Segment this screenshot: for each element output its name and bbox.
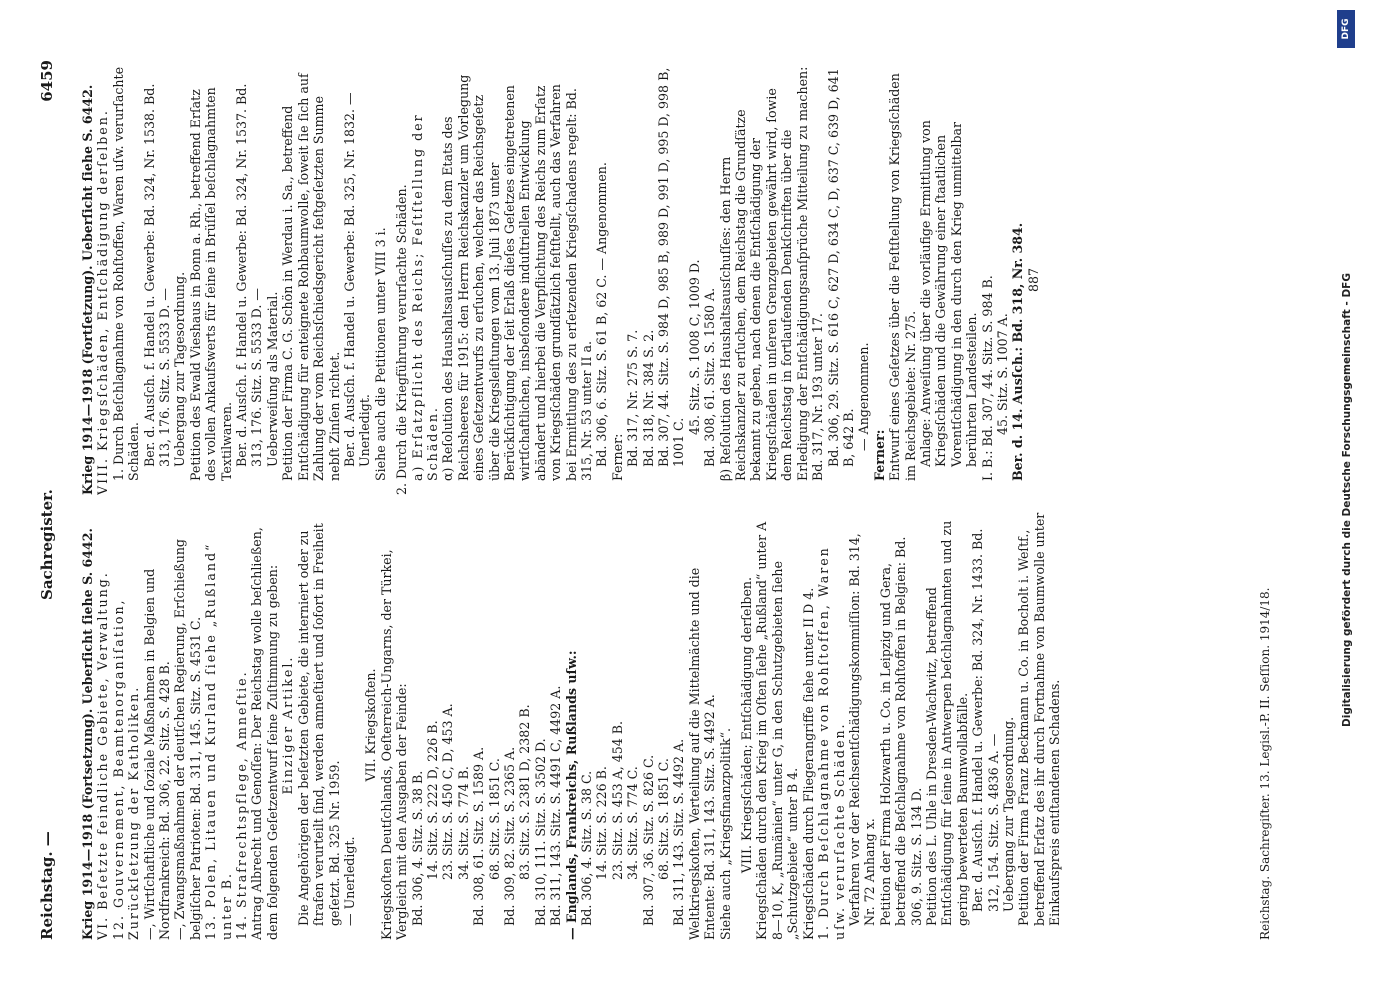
entry: — Englands, Frankreichs, Rußlands uſw.: — [563, 650, 579, 940]
section-heading: VIII. Kriegsſchäden; Entſchädigung derſelben. — [739, 576, 755, 874]
citation: 68. Sitz. S. 1851 C. — [486, 758, 502, 880]
citation: Bd. 306, 29. Sitz. S. 616 C, 627 D, 634 C, D, 637 C, 639 D, 641 B, 642 B. — [825, 68, 856, 467]
entry: Petition der Firma C. G. Schön in Werdau i. Sa., betreffend Entſchädigung für enteignete Rohbaumwolle, ſoweit ſie ſich auf Zahlung der vom Reichsſchiedsgericht feſtgeſetzten Summe nebſt Zinſen richtet. — [280, 73, 342, 481]
citation: 34. Sitz. S. 774 C. — [625, 766, 641, 880]
entry: α) Reſolution des Haushaltsausſchuſſes zu dem Etats des Reichsheeres für 1915: den Herrn Reichskanzler um Vorlegung eines Geſetzentwurfs zu erſuchen, welcher das Reichsgeſetz über die Kriegsleiſtungen vom 13. Juli 1873 unter Berückſichtigung der ſeit Erlaß dieſes Geſetzes eingetretenen wirtſchaftlichen, insbeſondere induſtriellen Entwicklung abändert und hierbei die Verpflichtung des Reichs zum Erſatz von Kriegsſchäden grundſätzlich feſtſtellt, auch das Verfahren bei Ermittlung des zu erſetzenden Kriegsſchadens regelt: Bd. 315, Nr. 53 unter II a. — [440, 74, 594, 481]
page-footer — [1258, 60, 1278, 940]
right-column — [80, 65, 1240, 495]
entry: Siehe auch die Petitionen unter VIII 3 i. — [372, 227, 388, 481]
citation: Bd. 306, 4. Sitz. S. 38 C. — [579, 770, 594, 926]
footer-text: Reichstag. Sachregiſter. 13. Legisl.-P. II. Seſſion. 1914/18. — [1258, 587, 1272, 940]
entry: Weltkriegskoſten, Verteilung auf die Mittelmächte und die Entente: Bd. 311, 143. Sitz. S. 4492 A. — [686, 567, 718, 940]
citation: Uebergang zur Tagesordnung. — [172, 271, 188, 467]
entry: —, Zwangsmaßnahmen der deutſchen Regierung, Erſchießung belgiſcher Patrioten: Bd. 311, 145. Sitz. S. 4531 C. — [172, 539, 203, 940]
citation: Uebergang zur Tagesordnung. — [1000, 716, 1016, 912]
entry: —, Wirtſchaftliche und ſoziale Maßnahmen in Belgien und Nordfrankreich: Bd. 306, 22. Sitz. S. 428 B. — [141, 568, 173, 940]
citation: Bd. 318, Nr. 384 S. 2. — [640, 329, 656, 467]
citation: — Angenommen. — [856, 342, 872, 451]
citation: 14. Sitz. S. 222 D, 226 B. — [424, 720, 440, 880]
citation: 83. Sitz. S. 2381 D, 2382 B. — [517, 704, 533, 880]
citation: Bd. 310, 111. Sitz. S. 3502 D. — [532, 738, 548, 926]
entry: Verfahren vor der Reichsentſchädigungskommiſſion: Bd. 314, Nr. 72 Anhang x. — [846, 533, 878, 926]
left-column — [80, 510, 1240, 940]
dfg-logo: DFG — [1337, 10, 1355, 48]
citation: Ber. d. Ausſch. f. Handel u. Gewerbe: Bd. 324, Nr. 1433. Bd. 312, 154. Sitz. S. 4836 A. — — [970, 528, 1001, 912]
section-heading: VI. Beſetzte feindliche Gebiete, Verwaltung. — [95, 571, 111, 940]
subsection-heading: 12. Gouvernement, Beamtenorganiſation, Zurückſetzung der Katholiken. — [110, 598, 142, 940]
entry: Ferner: — [871, 429, 887, 481]
subsection-heading: a) Erſatzpflicht des Reichs; Feſtſtellung der Schäden. — [409, 113, 440, 481]
page-header — [38, 60, 68, 940]
entry: Anlage: Anweiſung über die vorläufige Ermittlung von Kriegsſchäden und die Gewährung einer ſtaatlichen Vorentſchädigung in den durch den Krieg unmittelbar berührten Landesteilen. — [917, 120, 980, 467]
entry: Die Angehörigen der beſetzten Gebiete, die interniert oder zu ſtrafen verurteilt ſind, werden amneſtiert und ſofort in Freiheit geſetzt. Bd. 325 Nr. 1959. — [295, 523, 342, 926]
citation: Bd. 311, 143. Sitz. S. 4491 C, 4492 A. — [548, 685, 564, 926]
citation: I. B.: Bd. 307, 44. Sitz. S. 984 B. — [979, 275, 995, 481]
citation: 23. Sitz. S. 450 C, D, 453 A. — [440, 703, 456, 880]
entry: Petition des L. Uhle in Dresden-Wachwitz, betreffend Entſchädigung für ſeine in Antwerpen beſchlagnahmten und zu gering bewerteten Baumwollabfälle. — [923, 520, 970, 926]
sidebar-strip — [1335, 0, 1383, 1000]
header-center: Sachregister. — [38, 489, 56, 600]
entry: Petition der Firma Franz Beckmann u. Co. in Bocholt i. Weſtf., betreffend Erſatz des ihr durch Fortnahme von Baumwolle unter Einkaufspreis entſtandenen Schadens. — [1016, 512, 1063, 926]
funding-note: Digitalisierung gefördert durch die Deutsche Forschungsgemeinschaft - DFG — [1341, 273, 1353, 727]
citation: Bd. 317, Nr. 275 S. 7. — [625, 329, 641, 467]
section-heading: VIII. Kriegsſchäden, Entſchädigung derſelben. — [95, 109, 111, 495]
entry: Ferner: — [609, 433, 625, 481]
entry: Entwurf eines Geſetzes über die Feſtſtellung von Kriegsſchäden im Reichsgebiete: Nr. 275. — [887, 73, 918, 481]
entry: — Unerledigt. — [341, 836, 357, 926]
entry: Kriegskoſten Deutſchlands, Oeſterreich-Ungarns, der Türkei, Vergleich mit den Ausgaben der Feinde: — [378, 549, 410, 940]
citation: 45. Sitz. S. 1008 C, 1009 D. — [686, 259, 702, 435]
subsection-heading: 13. Polen, Litauen und Kurland ſiehe „Rußland“ unter B. — [203, 542, 234, 940]
entry: Petition der Firma Holzwarth u. Co. in Leipzig und Gera, betreffend die Beſchlagnahme von Rohſtoffen in Belgien: Bd. 306, 9. Sitz. S. 134 D. — [877, 536, 924, 926]
citation: Bd. 306, 6. Sitz. S. 61 B, 62 C. — Angenommen. — [594, 162, 610, 467]
entry-heading: Krieg 1914—1918 (Fortſetzung). Ueberſicht ſiehe S. 6442. — [80, 84, 95, 495]
subsection-heading: 1. Durch Beſchlagnahme von Rohſtoffen, Waren uſw. verurſachte Schäden. — [816, 546, 847, 940]
citation: Bd. 311, 143. Sitz. S. 4492 A. — [671, 738, 687, 926]
citation: Ber. d. Ausſch. f. Handel u. Gewerbe: Bd. 324, Nr. 1537. Bd. 313, 176. Sitz. S. 5533 D. — — [234, 83, 265, 467]
citation: Bd. 306, 4. Sitz. S. 38 B. — [409, 770, 425, 926]
page-number: 6459 — [38, 60, 56, 102]
citation: Ber. d. Ausſch. f. Handel u. Gewerbe: Bd. 324, Nr. 1538. Bd. 313, 176. Sitz. S. 5533 D. — — [141, 83, 173, 467]
entry: Siehe auch „Kriegsfinanzpolitik“. — [717, 727, 733, 940]
citation: 68. Sitz. S. 1851 C. — [656, 758, 672, 880]
citation: Ber. d. 14. Ausſch.: Bd. 318, Nr. 384. — [1010, 222, 1026, 481]
citation: Bd. 307, 36. Sitz. S. 826 C. — [640, 754, 656, 926]
citation: Bd. 308, 61. Sitz. S. 1580 A. — [702, 287, 718, 467]
citation: 45. Sitz. S. 1007 A. — [994, 313, 1010, 435]
entry: Antrag Albrecht und Genoſſen: Der Reichstag wolle beſchließen, dem folgenden Geſetzentwurf ſeine Zuſtimmung zu geben: — [249, 527, 280, 940]
article-heading: Einziger Artikel. — [280, 655, 296, 795]
subsection-heading: 2. Durch die Kriegführung verurſachte Schäden. — [394, 184, 410, 495]
citation: 14. Sitz. S. 226 B. — [594, 766, 610, 880]
entry: Petition des Ewald Vieshaus in Bonn a. Rh., betreffend Erſatz des vollen Ankaufswerts für ſeine in Brüſſel beſchlagnahmten Textilwaren. — [187, 87, 234, 481]
entry: β) Reſolution des Haushaltsausſchuſſes: den Herrn Reichskanzler zu erſuchen, dem Reichstag die Grundſätze bekannt zu geben, nach denen die Entſchädigung der Kriegsſchäden in unſeren Grenzgebieten gewährt wird, ſowie dem Reichstag in fortlaufenden Denkſchriften über die Erledigung der Entſchädigungsanſprüche Mitteilung zu machen: Bd. 317, Nr. 193 unter 17. — [717, 66, 826, 481]
subsection-heading: 1. Durch Beſchlagnahme von Rohſtoffen, Waren uſw. verurſachte Schäden. — [110, 66, 142, 481]
citation: Ber. d. Ausſch. f. Handel u. Gewerbe: Bd. 325, Nr. 1832. — Unerledigt. — [341, 92, 373, 467]
citation: Bd. 307, 44. Sitz. S. 984 D, 985 B, 989 D, 991 D, 995 D, 998 B, 1001 C. — [656, 67, 687, 467]
entry: Kriegsſchäden durch Fliegerangriffe ſiehe unter II D 4. — [800, 587, 816, 940]
citation: Bd. 309, 82. Sitz. S. 2365 A. — [501, 746, 517, 926]
entry: Kriegsſchäden durch den Krieg im Oſten ſiehe „Rußland“ unter A 8—10, K, „Rumänien“ unter G, in den Schutzgebieten ſiehe „Schutzgebiete“ unter B 4. — [754, 521, 801, 940]
signature-mark: 887 — [1025, 267, 1041, 293]
header-left: Reichstag. — — [38, 831, 56, 940]
citation: Ueberweiſung als Material. — [264, 291, 280, 467]
citation: 34. Sitz. S. 774 B. — [455, 766, 471, 880]
subsection-heading: 14. Strafrechtspflege, Amneſtie. — [234, 670, 250, 940]
section-heading: VII. Kriegskoſten. — [363, 668, 379, 782]
citation: 23. Sitz. S. 453 A, 454 B. — [609, 720, 625, 880]
citation: Bd. 308, 61. Sitz. S. 1589 A. — [471, 746, 487, 926]
entry-heading: Krieg 1914—1918 (Fortsetzung). Ueberſicht ſiehe S. 6442. — [80, 528, 95, 940]
